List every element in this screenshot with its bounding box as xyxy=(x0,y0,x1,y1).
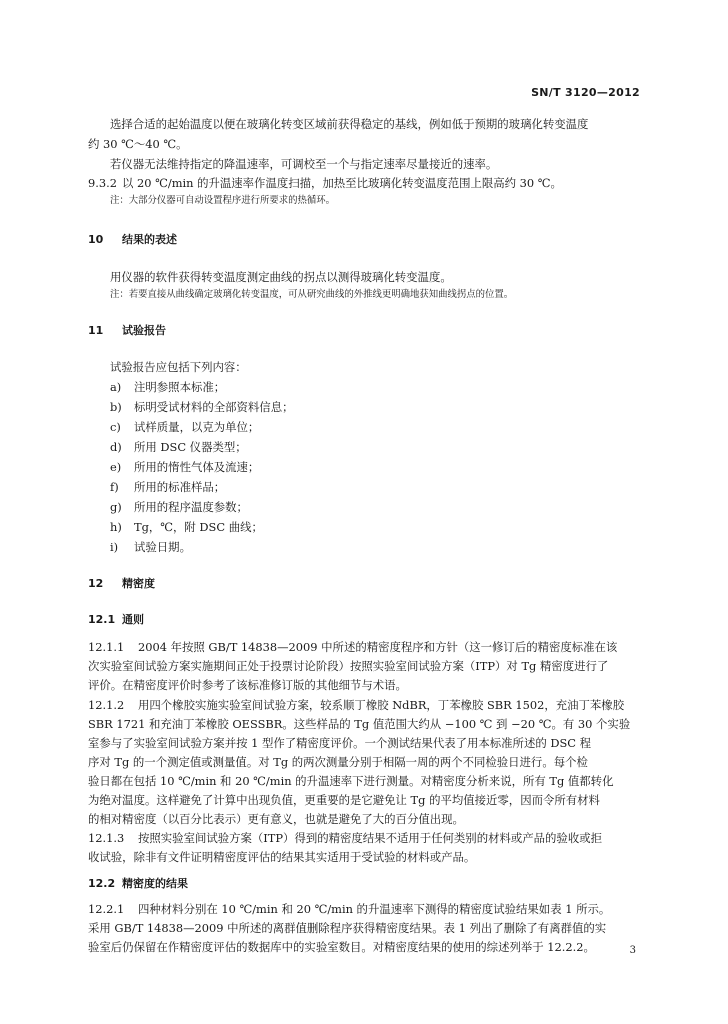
list-item xyxy=(110,380,225,395)
paragraph-line: 试验报告应包括下列内容： xyxy=(110,360,247,374)
list-item xyxy=(110,460,259,475)
section-title: 试验报告 xyxy=(122,324,166,337)
paragraph-line: 若仪器无法维持指定的降温速率，可调校至一个与指定速率尽量接近的速率。 xyxy=(110,157,498,171)
list-text: 所用的惰性气体及流速； xyxy=(134,460,260,474)
section-title: 通则 xyxy=(122,613,144,626)
page-number: 3 xyxy=(629,945,636,956)
section-12-1-heading xyxy=(88,612,144,627)
clause-12-1-2 xyxy=(88,698,624,713)
list-item xyxy=(110,400,293,415)
list-letter: i) xyxy=(110,540,119,554)
section-number: 12.2 xyxy=(88,877,116,890)
list-letter: e) xyxy=(110,460,122,474)
list-text: 试样质量，以克为单位； xyxy=(134,420,260,434)
paragraph-line: 验日都在包括 10 ℃/min 和 20 ℃/min 的升温速率下进行测量。对精密度分析来说，所有 Tg 值都转化 xyxy=(88,774,614,788)
section-12-heading xyxy=(88,576,155,591)
paragraph-line: 收试验，除非有文件证明精密度评估的结果其实适用于受试验的材料或产品。 xyxy=(88,850,476,864)
clause-number: 12.1.2 xyxy=(88,698,125,712)
section-number: 10 xyxy=(88,233,104,246)
clause-text: 按照实验室间试验方案（ITP）得到的精密度结果不适用于任何类别的材料或产品的验收或拒 xyxy=(138,831,602,845)
clause-12-2-1 xyxy=(88,902,610,917)
paragraph-line: 室参与了实验室间试验方案并按 1 型作了精密度评价。一个测试结果代表了用本标准所述的 DSC 程 xyxy=(88,736,592,750)
list-item xyxy=(110,520,263,535)
clause-12-1-3 xyxy=(88,831,602,846)
list-item xyxy=(110,540,191,555)
paragraph-line: 约 30 ℃～40 ℃。 xyxy=(88,137,188,151)
note: 注：若要直接从曲线确定玻璃化转变温度，可从研究曲线的外推线更明确地获知曲线拐点的位置。 xyxy=(110,289,514,300)
list-text: Tg，℃，附 DSC 曲线； xyxy=(134,520,263,534)
list-item xyxy=(110,420,259,435)
list-letter: f) xyxy=(110,480,119,494)
section-title: 结果的表述 xyxy=(122,233,177,246)
list-letter: b) xyxy=(110,400,122,414)
paragraph-line: 序对 Tg 的一个测定值或测量值。对 Tg 的两次测量分别于相隔一周的两个不同检验日进行。每个检 xyxy=(88,755,588,769)
list-text: 试验日期。 xyxy=(134,540,191,554)
section-number: 11 xyxy=(88,324,104,337)
list-letter: d) xyxy=(110,440,122,454)
standard-number-header: SN/T 3120—2012 xyxy=(531,86,640,99)
clause-text: 用四个橡胶实施实验室间试验方案，较系顺丁橡胶 NdBR，丁苯橡胶 SBR 1502，充油丁苯橡胶 xyxy=(138,698,625,712)
list-letter: g) xyxy=(110,500,122,514)
clause-number: 12.1.3 xyxy=(88,831,125,845)
clause-number: 9.3.2 xyxy=(88,176,117,190)
list-text: 标明受试材料的全部资料信息； xyxy=(134,400,294,414)
section-11-heading xyxy=(88,323,166,338)
section-number: 12 xyxy=(88,577,104,590)
list-text: 所用的标准样品； xyxy=(134,480,226,494)
section-title: 精密度 xyxy=(122,577,155,590)
section-title: 精密度的结果 xyxy=(122,877,188,890)
section-number: 12.1 xyxy=(88,613,116,626)
paragraph-line: 用仪器的软件获得转变温度测定曲线的拐点以测得玻璃化转变温度。 xyxy=(110,270,452,284)
paragraph-line: 评价。在精密度评价时参考了该标准修订版的其他细节与术语。 xyxy=(88,678,407,692)
section-10-heading xyxy=(88,232,177,247)
clause-text: 2004 年按照 GB/T 14838—2009 中所述的精密度程序和方针（这一修订后的精密度标准在该 xyxy=(138,640,618,654)
paragraph-line: 采用 GB/T 14838—2009 中所述的离群值删除程序获得精密度结果。表 1 列出了删除了有离群值的实 xyxy=(88,921,607,935)
paragraph-line: 的相对精密度（以百分比表示）更有意义，也就是避免了大的百分值出现。 xyxy=(88,812,464,826)
clause-text: 以 20 ℃/min 的升温速率作温度扫描，加热至比玻璃化转变温度范围上限高约 30 ℃。 xyxy=(122,176,562,190)
paragraph-line: 次实验室间试验方案实施期间正处于投票讨论阶段）按照实验室间试验方案（ITP）对 Tg 精密度进行了 xyxy=(88,659,609,673)
paragraph-line: 选择合适的起始温度以便在玻璃化转变区域前获得稳定的基线，例如低于预期的玻璃化转变温度 xyxy=(110,117,589,131)
clause-number: 12.2.1 xyxy=(88,902,125,916)
clause-number: 12.1.1 xyxy=(88,640,125,654)
paragraph-line: 为绝对温度。这样避免了计算中出现负值，更重要的是它避免让 Tg 的平均值接近零，因而令所有材料 xyxy=(88,793,600,807)
paragraph-line: 验室后仍保留在作精密度评估的数据库中的实验室数目。对精密度结果的使用的综述列举于 12.2.2。 xyxy=(88,940,595,954)
clause-text: 四种材料分别在 10 ℃/min 和 20 ℃/min 的升温速率下测得的精密度试验结果如表 1 所示。 xyxy=(138,902,611,916)
list-text: 所用的程序温度参数； xyxy=(134,500,248,514)
list-item xyxy=(110,440,247,455)
list-text: 所用 DSC 仪器类型； xyxy=(134,440,247,454)
section-12-2-heading xyxy=(88,876,188,891)
clause-12-1-1 xyxy=(88,640,617,655)
paragraph-line: SBR 1721 和充油丁苯橡胶 OESSBR。这些样品的 Tg 值范围大约从 −100 ℃ 到 −20 ℃。有 30 个实验 xyxy=(88,717,631,731)
list-text: 注明参照本标准； xyxy=(134,380,226,394)
list-letter: h) xyxy=(110,520,122,534)
clause-9-3-2 xyxy=(88,176,562,191)
list-item xyxy=(110,500,248,515)
note: 注：大部分仪器可自动设置程序进行所要求的热循环。 xyxy=(110,195,336,206)
list-letter: c) xyxy=(110,420,121,434)
list-item xyxy=(110,480,225,495)
list-letter: a) xyxy=(110,380,122,394)
